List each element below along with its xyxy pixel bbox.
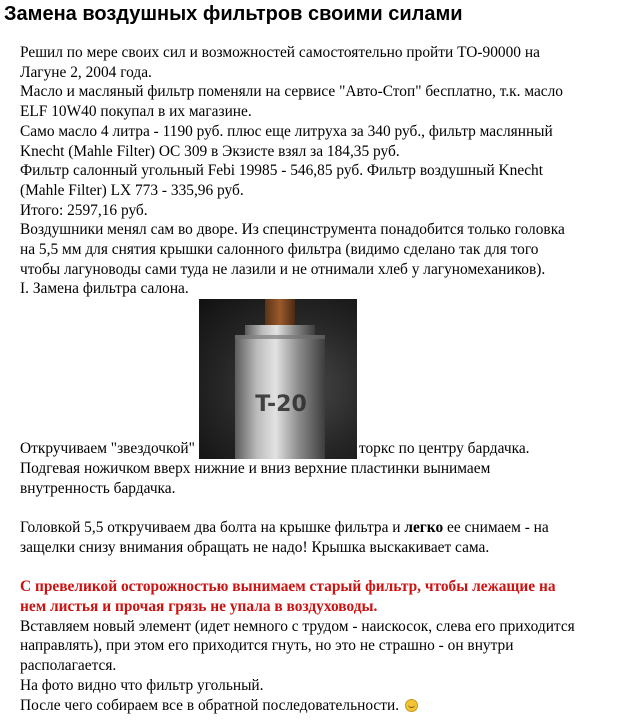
text-fragment: Головкой 5,5 откручиваем два болта на крышке фильтра и <box>20 519 405 537</box>
bold-text: легко <box>404 519 444 537</box>
page-title: Замена воздушных фильтров своими силами <box>4 3 463 25</box>
warning-line: С превеликой осторожностью вынимаем старый фильтр, чтобы лежащие на <box>20 578 556 596</box>
text-line: Подгевая ножичком вверх нижние и вниз верхние пластинки вынимаем <box>20 460 491 478</box>
text-line: Воздушники менял сам во дворе. Из специнструмента понадобится только головка <box>20 221 565 239</box>
text-line: защелки снизу внимания обращать не надо! Крышка выскакивает сама. <box>20 538 490 556</box>
photo-caption-before: Откручиваем "звездочкой" <box>20 440 195 458</box>
text-line: Лагуне 2, 2004 года. <box>20 63 152 81</box>
text-line: направлять), при этом его приходится гнуть, но это не страшно - он внутри <box>20 637 514 655</box>
warning-line: нем листья и прочая грязь не упала в воздуховоды. <box>20 598 378 616</box>
text-line: чтобы лагуноводы сами туда не лазили и не отнимали хлеб у лагуномехаников). <box>20 260 546 278</box>
text-line: ELF 10W40 покупал в их магазине. <box>20 103 252 121</box>
text-line: Само масло 4 литра - 1190 руб. плюс еще литруха за 340 руб., фильтр маслянный <box>20 122 553 140</box>
text-line: Итого: 2597,16 руб. <box>20 201 148 219</box>
section-heading: I. Замена фильтра салона. <box>20 280 189 298</box>
text-line: (Mahle Filter) LX 773 - 335,96 руб. <box>20 181 244 199</box>
text-line: На фото видно что фильтр угольный. <box>20 676 264 694</box>
photo-label: T-20 <box>255 392 307 418</box>
text-line: Масло и масляный фильтр поменяли на сервисе "Авто-Стоп" бесплатно, т.к. масло <box>20 83 564 101</box>
text-line: Фильтр салонный угольный Febi 19985 - 546,85 руб. Фильтр воздушный Knecht <box>20 162 543 180</box>
text-line <box>20 696 630 716</box>
paragraph-gap <box>20 558 630 578</box>
text-fragment: ее снимаем - на <box>443 519 549 537</box>
text-line: внутренность бардачка. <box>20 479 176 497</box>
photo-line <box>20 299 630 459</box>
text-line: располагается. <box>20 657 117 675</box>
text-line: Knecht (Mahle Filter) OC 309 в Экзисте взял за 184,35 руб. <box>20 142 400 160</box>
text-line: Решил по мере своих сил и возможностей самостоятельно пройти ТО-90000 на <box>20 44 540 61</box>
photo-caption-after: торкс по центру бардачка. <box>358 440 530 458</box>
text-line <box>20 518 630 538</box>
text-line: на 5,5 мм для снятия крышки салонного фильтра (видимо сделано так для того <box>20 241 539 259</box>
torx-bit-photo <box>199 299 357 459</box>
text-fragment: После чего собираем все в обратной последовательности. <box>20 696 400 714</box>
paragraph-gap <box>20 499 630 519</box>
article-body <box>20 43 630 715</box>
text-line: Вставляем новый элемент (идет немного с трудом - наискосок, слева его приходится <box>20 617 575 635</box>
smiley-icon <box>405 699 418 712</box>
